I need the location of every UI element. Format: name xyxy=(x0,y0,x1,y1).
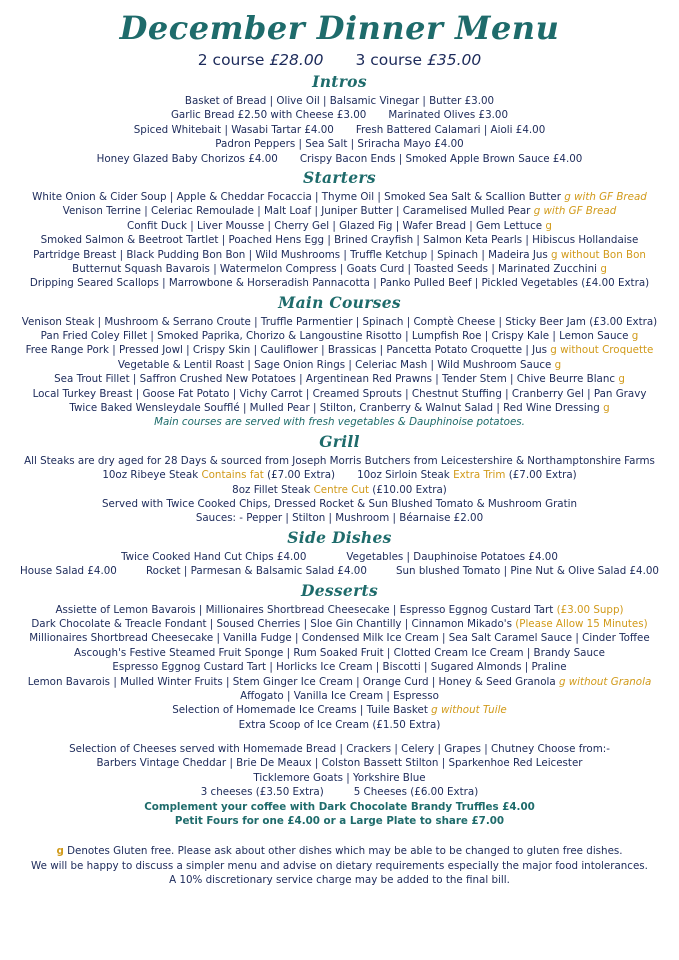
footer-text: Denotes Gluten free. Please ask about other dishes which may be able to be changed to gluten free dishes. xyxy=(63,845,623,858)
menu-line xyxy=(0,703,679,717)
menu-line: Affogato | Vanilla Ice Cream | Espresso xyxy=(240,689,439,702)
menu-item: Vegetable & Lentil Roast | Sage Onion Rings | Celeriac Mash | Wild Mushroom Sauce xyxy=(117,358,555,371)
menu-item: White Onion & Cider Soup | Apple & Cheddar Focaccia | Thyme Oil | Smoked Sea Salt & Scallion Butter xyxy=(32,190,565,203)
menu-line xyxy=(0,617,679,631)
gluten-free-note: g without Tuile xyxy=(431,704,507,717)
menu-line: Selection of Cheeses served with Homemade Bread | Crackers | Celery | Grapes | Chutney Choose from:- xyxy=(69,743,610,756)
ribeye-note: Contains fat xyxy=(201,469,264,482)
menu-line: Served with Twice Cooked Chips, Dressed Rocket & Sun Blushed Tomato & Mushroom Gratin xyxy=(101,497,578,510)
gluten-free-note: g with GF Bread xyxy=(564,190,647,203)
main-courses-heading: Main Courses xyxy=(278,292,401,312)
side-dishes-heading: Side Dishes xyxy=(287,527,392,547)
menu-line xyxy=(0,108,679,122)
menu-line xyxy=(0,123,679,137)
page-title: December Dinner Menu xyxy=(119,9,560,47)
sirloin-note: Extra Trim xyxy=(453,469,506,482)
menu-item: House Salad £4.00 xyxy=(20,565,117,578)
menu-item: Honey Glazed Baby Chorizos £4.00 xyxy=(96,152,278,165)
menu-line: Basket of Bread | Olive Oil | Balsamic Vinegar | Butter £3.00 xyxy=(184,95,495,107)
menu-line xyxy=(0,401,679,415)
menu-item: Butternut Squash Bavarois | Watermelon Compress | Goats Curd | Toasted Seeds | Marinated Zucchini xyxy=(72,262,601,275)
gluten-free-note: g xyxy=(600,262,607,275)
menu-item: Twice Baked Wensleydale Soufflé | Mulled Pear | Stilton, Cranberry & Walnut Salad | Red Wine Dressing xyxy=(69,402,604,415)
menu-line xyxy=(0,550,679,564)
menu-line: Millionaires Shortbread Cheesecake | Vanilla Fudge | Condensed Milk Ice Cream | Sea Salt Caramel Sauce | Cinder Toffee xyxy=(29,632,650,645)
menu-line xyxy=(0,483,679,497)
menu-item: Rocket | Parmesan & Balsamic Salad £4.00 xyxy=(145,565,367,578)
menu-item: Selection of Homemade Ice Creams | Tuile Basket xyxy=(172,704,432,717)
petit-fours-line: Petit Fours for one £4.00 or a Large Plate to share £7.00 xyxy=(174,815,505,828)
gluten-free-note: g without Croquette xyxy=(550,344,654,357)
menu-item: Confit Duck | Liver Mousse | Cherry Gel | Glazed Fig | Wafer Bread | Gem Lettuce xyxy=(127,219,546,232)
fillet-extra: (£10.00 Extra) xyxy=(369,483,447,496)
grill-heading: Grill xyxy=(319,431,360,451)
intros-heading: Intros xyxy=(312,72,367,91)
menu-item: Vegetables | Dauphinoise Potatoes £4.00 xyxy=(346,550,558,563)
mains-note: Main courses are served with fresh vegetables & Dauphinoise potatoes. xyxy=(154,416,525,429)
menu-line xyxy=(0,358,679,372)
menu-line xyxy=(0,152,679,166)
menu-line: Sauces: - Pepper | Stilton | Mushroom | Béarnaise £2.00 xyxy=(195,512,484,525)
menu-item: Crispy Bacon Ends | Smoked Apple Brown Sauce £4.00 xyxy=(299,152,583,165)
sirloin-steak: 10oz Sirloin Steak xyxy=(357,469,454,482)
course-prices xyxy=(0,50,679,70)
footer-line: We will be happy to discuss a simpler menu and advise on dietary requirements especially the major food intolerances. xyxy=(31,859,648,872)
menu-line xyxy=(0,219,679,233)
menu-line: Smoked Salmon & Beetroot Tartlet | Poached Hens Egg | Brined Crayfish | Salmon Keta Pearls | Hibiscus Hollandaise xyxy=(40,234,639,247)
menu-item: Assiette of Lemon Bavarois | Millionaires Shortbread Cheesecake | Espresso Eggnog Custard Tart xyxy=(55,603,557,616)
gluten-free-mark: g xyxy=(56,845,64,858)
menu-line xyxy=(0,785,679,799)
gluten-free-note: g xyxy=(554,358,562,371)
menu-line: Ticklemore Goats | Yorkshire Blue xyxy=(253,771,426,784)
gluten-free-note: g xyxy=(545,219,552,232)
menu-item: Sun blushed Tomato | Pine Nut & Olive Salad £4.00 xyxy=(395,565,659,578)
menu-item: Spiced Whitebait | Wasabi Tartar £4.00 xyxy=(133,123,334,136)
three-course-price: £35.00 xyxy=(426,51,482,69)
allow-time-note: (Please Allow 15 Minutes) xyxy=(515,617,648,630)
menu-line: Extra Scoop of Ice Cream (£1.50 Extra) xyxy=(238,718,441,731)
supplement-note: (£3.00 Supp) xyxy=(556,603,624,616)
gluten-free-key xyxy=(0,844,679,858)
menu-line xyxy=(0,603,679,617)
ribeye-extra: (£7.00 Extra) xyxy=(263,469,336,482)
menu-line xyxy=(0,468,679,482)
menu-line: Ascough's Festive Steamed Fruit Sponge | Rum Soaked Fruit | Clotted Cream Ice Cream | Brandy Sauce xyxy=(74,646,605,659)
menu-line: Barbers Vintage Cheddar | Brie De Meaux | Colston Bassett Stilton | Sparkenhoe Red Leicester xyxy=(96,757,583,770)
two-course-label: 2 course xyxy=(197,51,265,69)
menu-item: Partridge Breast | Black Pudding Bon Bon | Wild Mushrooms | Truffle Ketchup | Spinach | Madeira Jus xyxy=(33,248,552,261)
gluten-free-note: g without Bon Bon xyxy=(551,248,646,261)
menu-line: All Steaks are dry aged for 28 Days & sourced from Joseph Morris Butchers from Leicestershire & Northamptonshire Farms xyxy=(24,454,655,467)
fillet-steak: 8oz Fillet Steak xyxy=(232,483,314,496)
menu-line xyxy=(0,262,679,276)
menu-line xyxy=(0,372,679,386)
menu-item: Free Range Pork | Pressed Jowl | Crispy Skin | Cauliflower | Brassicas | Pancetta Potato Croquette | Jus xyxy=(25,344,551,357)
menu-item: Lemon Bavarois | Mulled Winter Fruits | Stem Ginger Ice Cream | Orange Curd | Honey & Seed Granola xyxy=(27,675,559,688)
menu-line xyxy=(0,329,679,343)
menu-item: 5 Cheeses (£6.00 Extra) xyxy=(353,786,479,799)
gluten-free-note: g xyxy=(603,402,610,415)
menu-item: Garlic Bread £2.50 with Cheese £3.00 xyxy=(170,109,367,122)
starters-heading: Starters xyxy=(303,167,376,187)
menu-item: Sea Trout Fillet | Saffron Crushed New Potatoes | Argentinean Red Prawns | Tender Stem | Chive Beurre Blanc xyxy=(54,373,619,386)
menu-line: Padron Peppers | Sea Salt | Sriracha Mayo £4.00 xyxy=(215,138,464,151)
menu-line: Local Turkey Breast | Goose Fat Potato | Vichy Carrot | Creamed Sprouts | Chestnut Stuffing | Cranberry Gel | Pan Gravy xyxy=(32,387,647,400)
menu-item: Venison Terrine | Celeriac Remoulade | Malt Loaf | Juniper Butter | Caramelised Mulled Pear xyxy=(62,205,534,218)
menu-item: Dark Chocolate & Treacle Fondant | Soused Cherries | Sloe Gin Chantilly | Cinnamon Mikado's xyxy=(31,617,516,630)
menu-line: Venison Steak | Mushroom & Serrano Croute | Truffle Parmentier | Spinach | Comptè Cheese | Sticky Beer Jam (£3.00 Extra) xyxy=(21,315,658,328)
menu-line xyxy=(0,675,679,689)
menu-line: Dripping Seared Scallops | Marrowbone & Horseradish Pannacotta | Panko Pulled Beef | Pickled Vegetables (£4.00 Extra) xyxy=(29,277,650,290)
menu-item: Marinated Olives £3.00 xyxy=(388,109,509,122)
menu-line xyxy=(0,204,679,218)
ribeye-steak: 10oz Ribeye Steak xyxy=(102,469,202,482)
gluten-free-note: g without Granola xyxy=(558,675,652,688)
menu-item: Pan Fried Coley Fillet | Smoked Paprika, Chorizo & Langoustine Risotto | Lumpfish Roe | Crispy Kale | Lemon Sauce xyxy=(40,330,632,343)
gluten-free-note: g xyxy=(618,373,625,386)
menu-line xyxy=(0,343,679,357)
fillet-note: Centre Cut xyxy=(313,483,370,496)
menu-line xyxy=(0,190,679,204)
menu-line xyxy=(0,248,679,262)
menu-line xyxy=(0,564,679,578)
menu-item: Twice Cooked Hand Cut Chips £4.00 xyxy=(121,550,307,563)
sirloin-extra: (£7.00 Extra) xyxy=(505,469,577,482)
menu-item: 3 cheeses (£3.50 Extra) xyxy=(200,786,324,799)
gluten-free-note: g with GF Bread xyxy=(533,205,617,218)
three-course-label: 3 course xyxy=(355,51,423,69)
menu-item: Fresh Battered Calamari | Aioli £4.00 xyxy=(355,123,546,136)
desserts-heading: Desserts xyxy=(300,580,379,600)
menu-line: Espresso Eggnog Custard Tart | Horlicks Ice Cream | Biscotti | Sugared Almonds | Praline xyxy=(112,661,567,674)
footer-line: A 10% discretionary service charge may be added to the final bill. xyxy=(169,874,510,887)
two-course-price: £28.00 xyxy=(269,51,324,69)
gluten-free-note: g xyxy=(631,330,639,343)
coffee-truffles-line: Complement your coffee with Dark Chocolate Brandy Truffles £4.00 xyxy=(144,800,535,813)
